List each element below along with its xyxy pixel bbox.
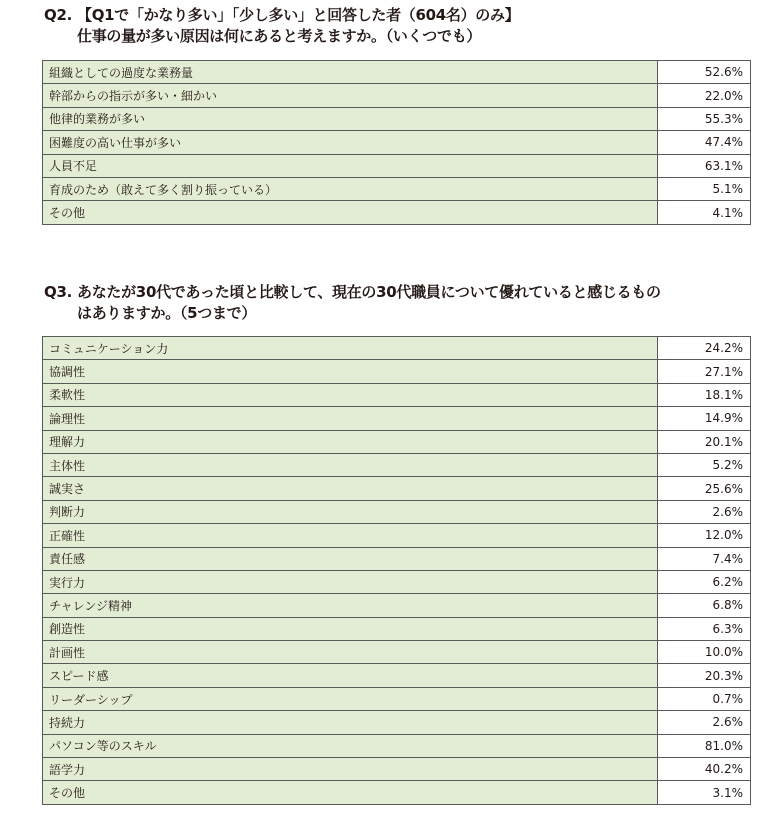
row-label: その他 xyxy=(43,201,658,224)
table-row xyxy=(43,177,751,200)
row-value: 6.3% xyxy=(658,617,751,640)
row-label: パソコン等のスキル xyxy=(43,734,658,757)
table-row xyxy=(43,617,751,640)
row-label: 育成のため（敢えて多く割り振っている） xyxy=(43,177,658,200)
table-row xyxy=(43,664,751,687)
row-value: 5.2% xyxy=(658,453,751,476)
row-value: 27.1% xyxy=(658,360,751,383)
table-row xyxy=(43,781,751,804)
row-value: 3.1% xyxy=(658,781,751,804)
table-row xyxy=(43,570,751,593)
row-label: 実行力 xyxy=(43,570,658,593)
table-row xyxy=(43,107,751,130)
table-row xyxy=(43,337,751,360)
q3-number: Q3. xyxy=(44,283,72,301)
q2-results-table xyxy=(42,60,751,225)
row-value: 47.4% xyxy=(658,131,751,154)
row-value: 2.6% xyxy=(658,500,751,523)
table-row xyxy=(43,477,751,500)
row-label: 誠実さ xyxy=(43,477,658,500)
row-label: 責任感 xyxy=(43,547,658,570)
table-row xyxy=(43,131,751,154)
row-value: 5.1% xyxy=(658,177,751,200)
row-value: 20.3% xyxy=(658,664,751,687)
row-value: 6.8% xyxy=(658,594,751,617)
row-label: その他 xyxy=(43,781,658,804)
row-label: 持続力 xyxy=(43,711,658,734)
row-value: 10.0% xyxy=(658,641,751,664)
q3-results-table xyxy=(42,336,751,805)
row-value: 4.1% xyxy=(658,201,751,224)
row-label: チャレンジ精神 xyxy=(43,594,658,617)
table-row xyxy=(43,547,751,570)
table-row xyxy=(43,61,751,84)
table-row xyxy=(43,407,751,430)
row-label: 計画性 xyxy=(43,641,658,664)
table-row xyxy=(43,524,751,547)
table-row xyxy=(43,84,751,107)
row-value: 2.6% xyxy=(658,711,751,734)
table-row xyxy=(43,500,751,523)
table-row xyxy=(43,758,751,781)
table-row xyxy=(43,430,751,453)
row-value: 24.2% xyxy=(658,337,751,360)
q2-title-line2: 仕事の量が多い原因は何にあると考えますか。（いくつでも） xyxy=(77,27,482,45)
table-row xyxy=(43,641,751,664)
row-label: スピード感 xyxy=(43,664,658,687)
row-value: 81.0% xyxy=(658,734,751,757)
q3-question-title xyxy=(44,282,661,324)
table-row xyxy=(43,154,751,177)
row-label: 語学力 xyxy=(43,758,658,781)
row-value: 18.1% xyxy=(658,383,751,406)
row-value: 25.6% xyxy=(658,477,751,500)
q2-question-title xyxy=(44,5,519,47)
q2-number: Q2. xyxy=(44,6,72,24)
row-value: 20.1% xyxy=(658,430,751,453)
row-value: 63.1% xyxy=(658,154,751,177)
row-label: 組織としての過度な業務量 xyxy=(43,61,658,84)
row-value: 52.6% xyxy=(658,61,751,84)
row-label: 正確性 xyxy=(43,524,658,547)
table-row xyxy=(43,711,751,734)
row-label: 困難度の高い仕事が多い xyxy=(43,131,658,154)
table-row xyxy=(43,360,751,383)
row-label: 柔軟性 xyxy=(43,383,658,406)
row-label: 協調性 xyxy=(43,360,658,383)
row-value: 12.0% xyxy=(658,524,751,547)
row-label: 人員不足 xyxy=(43,154,658,177)
table-row xyxy=(43,687,751,710)
table-row xyxy=(43,594,751,617)
table-row xyxy=(43,453,751,476)
row-value: 0.7% xyxy=(658,687,751,710)
row-label: 創造性 xyxy=(43,617,658,640)
row-value: 22.0% xyxy=(658,84,751,107)
table-row xyxy=(43,734,751,757)
table-row xyxy=(43,201,751,224)
row-label: リーダーシップ xyxy=(43,687,658,710)
row-label: 判断力 xyxy=(43,500,658,523)
row-label: 論理性 xyxy=(43,407,658,430)
row-label: 理解力 xyxy=(43,430,658,453)
table-row xyxy=(43,383,751,406)
row-value: 7.4% xyxy=(658,547,751,570)
row-label: 主体性 xyxy=(43,453,658,476)
q3-title-line2: はありますか。（5つまで） xyxy=(77,304,257,322)
row-label: コミュニケーション力 xyxy=(43,337,658,360)
row-value: 14.9% xyxy=(658,407,751,430)
row-value: 40.2% xyxy=(658,758,751,781)
q3-title-line1: あなたが30代であった頃と比較して、現在の30代職員について優れていると感じるもの xyxy=(77,283,661,301)
q2-title-line1: 【Q1で「かなり多い」「少し多い」と回答した者（604名）のみ】 xyxy=(77,6,520,24)
row-value: 6.2% xyxy=(658,570,751,593)
row-label: 幹部からの指示が多い・細かい xyxy=(43,84,658,107)
row-label: 他律的業務が多い xyxy=(43,107,658,130)
row-value: 55.3% xyxy=(658,107,751,130)
